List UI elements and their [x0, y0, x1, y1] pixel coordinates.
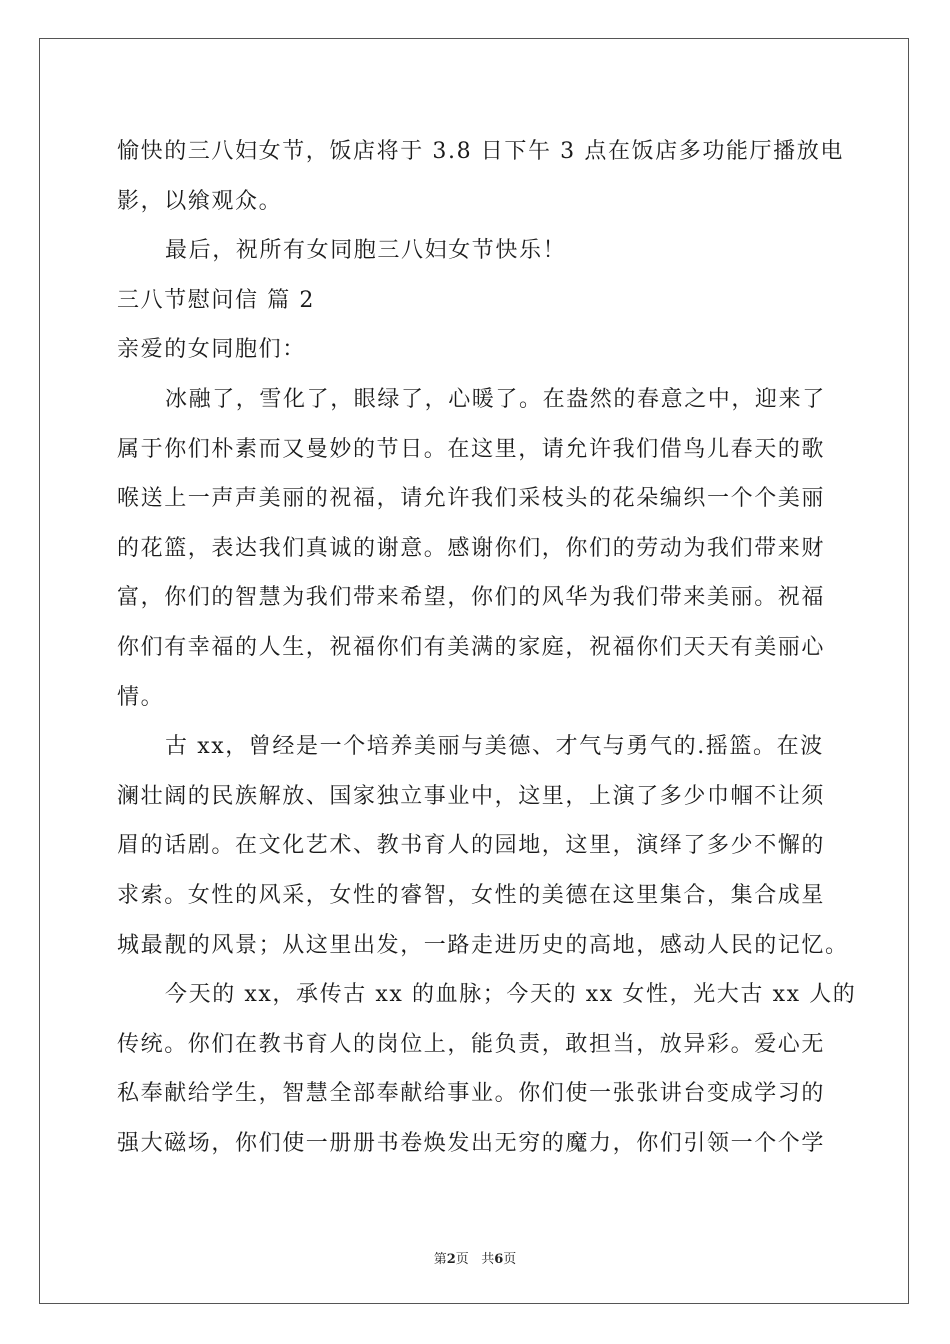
current-page-number: 2: [446, 1252, 456, 1267]
text-line: 私奉献给学生，智慧全部奉献给事业。你们使一张张讲台变成学习的: [117, 1081, 826, 1107]
text-line: 属于你们朴素而又曼妙的节日。在这里，请允许我们借鸟儿春天的歌: [117, 436, 826, 462]
footer-total-unit: 页: [503, 1252, 517, 1267]
text-line: 强大磁场，你们使一册册书卷焕发出无穷的魔力，你们引领一个个学: [117, 1130, 826, 1156]
text-line: 城最靓的风景；从这里出发，一路走进历史的高地，感动人民的记忆。: [117, 932, 849, 958]
text-line: 富，你们的智慧为我们带来希望，你们的风华为我们带来美丽。祝福: [117, 585, 826, 611]
text-line: 愉快的三八妇女节，饭店将于 3.8 日下午 3 点在饭店多功能厅播放电: [117, 139, 844, 164]
text-line: 喉送上一声声美丽的祝福，请允许我们采枝头的花朵编织一个个美丽: [117, 486, 826, 512]
document-body: [117, 127, 857, 1168]
text-line: 古 xx，曾经是一个培养美丽与美德、才气与勇气的.摇篮。在波: [165, 734, 824, 760]
text-line: 的花篮，表达我们真诚的谢意。感谢你们，你们的劳动为我们带来财: [117, 535, 826, 561]
total-page-number: 6: [494, 1252, 504, 1267]
text-line: 传统。你们在教书育人的岗位上，能负责，敢担当，放异彩。爱心无: [117, 1031, 826, 1057]
text-line: 今天的 xx，承传古 xx 的血脉；今天的 xx 女性，光大古 xx 人的: [165, 982, 857, 1008]
text-line: 澜壮阔的民族解放、国家独立事业中，这里，上演了多少巾帼不让须: [117, 783, 826, 809]
salutation: 亲爱的女同胞们：: [117, 337, 306, 363]
section-heading: 三八节慰问信 篇 2: [117, 287, 315, 313]
footer-total-prefix: 共: [481, 1252, 495, 1267]
text-line: 眉的话剧。在文化艺术、教书育人的园地，这里，演绎了多少不懈的: [117, 833, 826, 859]
text-line: 最后，祝所有女同胞三八妇女节快乐！: [165, 238, 567, 264]
text-line: 影，以飨观众。: [117, 188, 283, 214]
page-footer: [0, 1248, 950, 1267]
footer-page-unit: 页: [455, 1252, 469, 1267]
text-line: 你们有幸福的人生，祝福你们有美满的家庭，祝福你们天天有美丽心: [117, 634, 826, 660]
footer-prefix: 第: [433, 1252, 447, 1267]
text-line: 求索。女性的风采，女性的睿智，女性的美德在这里集合，集合成星: [117, 882, 826, 908]
text-line: 情。: [117, 684, 165, 710]
text-line: 冰融了，雪化了，眼绿了，心暖了。在盎然的春意之中，迎来了: [165, 386, 826, 412]
